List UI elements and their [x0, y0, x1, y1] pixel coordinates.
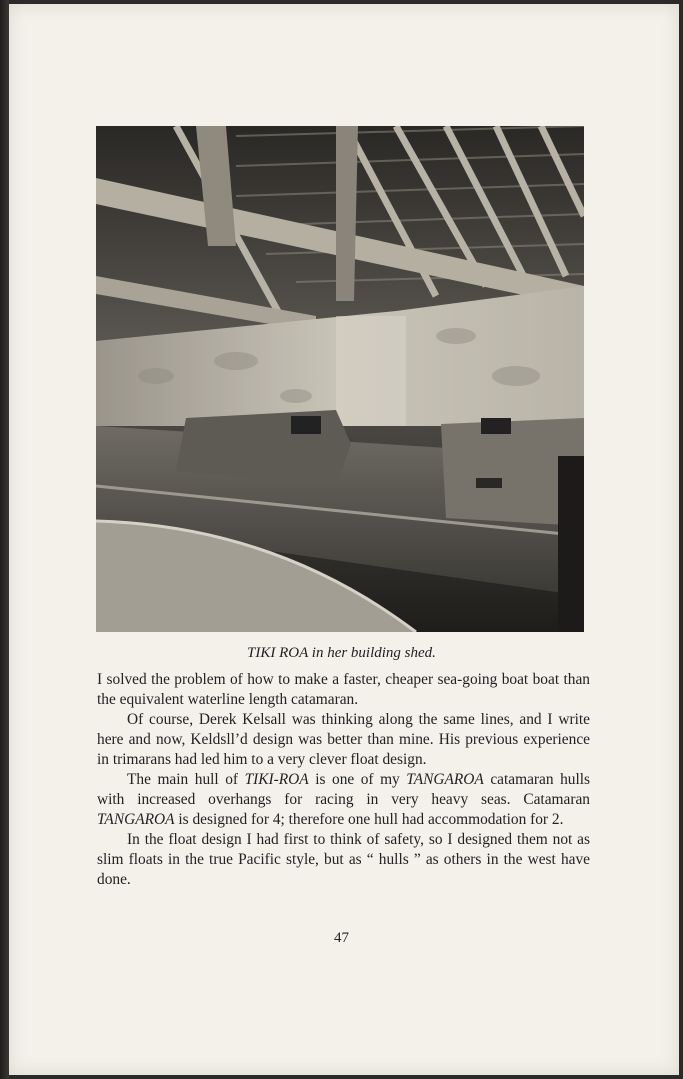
paragraph-2 [97, 710, 590, 770]
text-run: In the float design I had first to think of safety, so I designed them not as slim floats in the true Pacific style, but as “ hulls ” as others in the west have done. [97, 831, 590, 888]
boat-shed-photo-icon [96, 126, 584, 632]
body-text [97, 670, 590, 890]
paragraph-1 [97, 670, 590, 710]
paragraph-4 [97, 830, 590, 890]
text-run: catamaran hulls with increased overhangs for racing in very heavy seas. Catamaran [97, 771, 591, 808]
boat-shed-photo [96, 126, 584, 632]
italic-text: TIKI-ROA [244, 771, 309, 788]
page-number: 47 [334, 930, 349, 946]
book-spine-edge [0, 0, 9, 1079]
italic-text: TANGAROA [97, 811, 175, 828]
italic-text: TANGAROA [406, 771, 484, 788]
paragraph-3 [97, 770, 590, 830]
text-run: is designed for 4; therefore one hull had accommodation for 2. [174, 811, 564, 828]
text-run: I solved the problem of how to make a faster, cheaper sea-going boat boat than the equivalent waterline length catamaran. [97, 671, 590, 708]
photo-caption: TIKI ROA in her building shed. [247, 645, 436, 661]
text-run: is one of my [308, 771, 407, 788]
text-run: The main hull of [127, 771, 245, 788]
text-run: Of course, Derek Kelsall was thinking along the same lines, and I write here and now, Keldsll’d design was better than mine. His previous experience in trimarans had led him to a very clever float design. [97, 711, 590, 768]
